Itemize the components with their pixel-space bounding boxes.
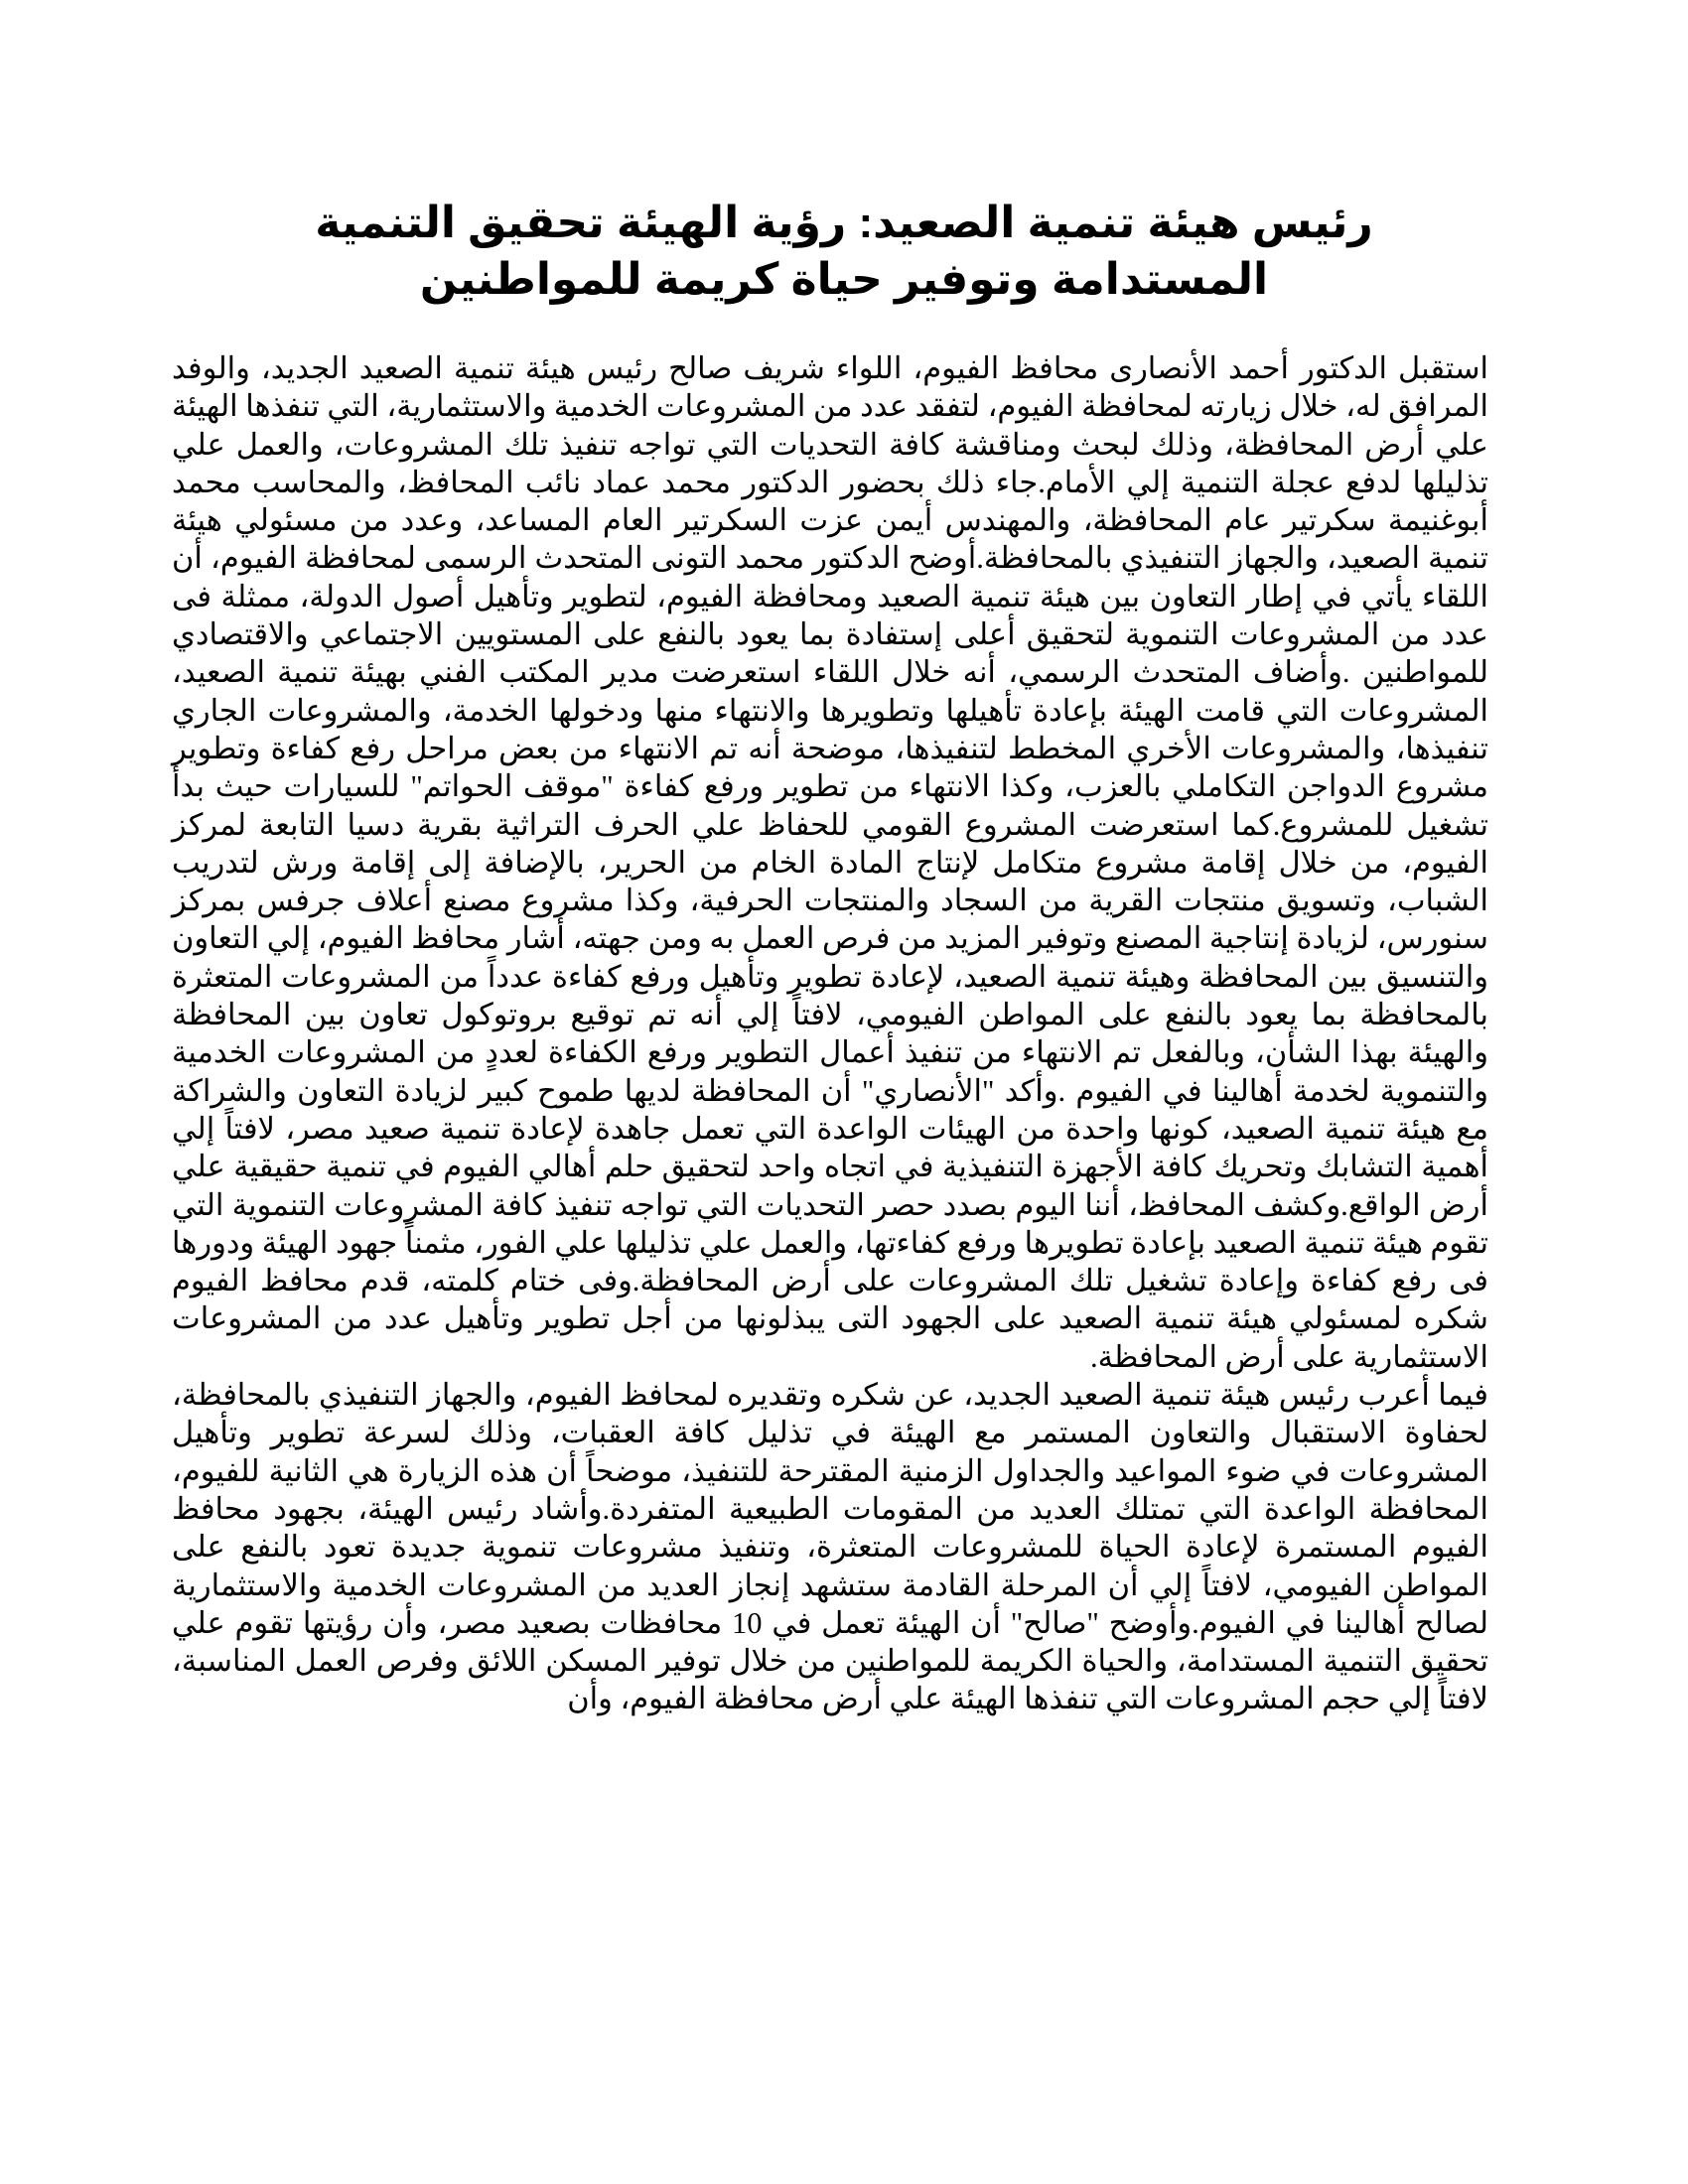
article-title: رئيس هيئة تنمية الصعيد: رؤية الهيئة تحقيق التنمية المستدامة وتوفير حياة كريمة للمواطنين (315, 199, 1373, 304)
article-paragraph-2: فيما أعرب رئيس هيئة تنمية الصعيد الجديد، عن شكره وتقديره لمحافظ الفيوم، والجهاز التنفيذي بالمحافظة، لحفاوة الاستقبال والتعاون المستمر مع الهيئة في تذليل كافة العقبات، وذلك لسرعة تطوير وتأهيل المشروعات في ضوء المواعيد والجداول الزمنية المقترحة للتنفيذ، موضحاً أن هذه الزيارة هي الثانية للفيوم، المحافظة الواعدة التي تمتلك العديد من المقومات الطبيعية المتفردة.وأشاد رئيس الهيئة، بجهود محافظ الفيوم المستمرة لإعادة الحياة للمشروعات المتعثرة، وتنفيذ مشروعات تنموية جديدة تعود بالنفع على المواطن الفيومي، لافتاً إلي أن المرحلة القادمة ستشهد إنجاز العديد من المشروعات الخدمية والاستثمارية لصالح أهالينا في الفيوم.وأوضح "صالح" أن الهيئة تعمل في 10 محافظات بصعيد مصر، وأن رؤيتها تقوم علي تحقيق التنمية المستدامة، والحياة الكريمة للمواطنين من خلال توفير المسكن اللائق وفرص العمل المناسبة، لافتاً إلي حجم المشروعات التي تنفذها الهيئة علي أرض محافظة الفيوم، وأن (172, 1378, 1489, 1716)
article-body (172, 349, 1488, 1718)
article-paragraph-1: استقبل الدكتور أحمد الأنصارى محافظ الفيوم، اللواء شريف صالح رئيس هيئة تنمية الصعيد الجديد، والوفد المرافق له، خلال زيارته لمحافظة الفيوم، لتفقد عدد من المشروعات الخدمية والاستثمارية، التي تنفذها الهيئة علي أرض المحافظة، وذلك لبحث ومناقشة كافة التحديات التي تواجه تنفيذ تلك المشروعات، والعمل علي تذليلها لدفع عجلة التنمية إلي الأمام.جاء ذلك بحضور الدكتور محمد عماد نائب المحافظ، والمحاسب محمد أبوغنيمة سكرتير عام المحافظة، والمهندس أيمن عزت السكرتير العام المساعد، وعدد من مسئولي هيئة تنمية الصعيد، والجهاز التنفيذي بالمحافظة.أوضح الدكتور محمد التونى المتحدث الرسمى لمحافظة الفيوم، أن اللقاء يأتي في إطار التعاون بين هيئة تنمية الصعيد ومحافظة الفيوم، لتطوير وتأهيل أصول الدولة، ممثلة فى عدد من المشروعات التنموية لتحقيق أعلى إستفادة بما يعود بالنفع على المستويين الاجتماعي والاقتصادي للمواطنين .وأضاف المتحدث الرسمي، أنه خلال اللقاء استعرضت مدير المكتب الفني بهيئة تنمية الصعيد، المشروعات التي قامت الهيئة بإعادة تأهيلها وتطويرها والانتهاء منها ودخولها الخدمة، والمشروعات الجاري تنفيذها، والمشروعات الأخري المخطط لتنفيذها، موضحة أنه تم الانتهاء من بعض مراحل رفع كفاءة وتطوير مشروع الدواجن التكاملي بالعزب، وكذا الانتهاء من تطوير ورفع كفاءة "موقف الحواتم" للسيارات حيث بدأ تشغيل للمشروع.كما استعرضت المشروع القومي للحفاظ علي الحرف التراثية بقرية دسيا التابعة لمركز الفيوم، من خلال إقامة مشروع متكامل لإنتاج المادة الخام من الحرير، بالإضافة إلى إقامة ورش لتدريب الشباب، وتسويق منتجات القرية من السجاد والمنتجات الحرفية، وكذا مشروع مصنع أعلاف جرفس بمركز سنورس، لزيادة إنتاجية المصنع وتوفير المزيد من فرص العمل به ومن جهته، أشار محافظ الفيوم، إلي التعاون والتنسيق بين المحافظة وهيئة تنمية الصعيد، لإعادة تطوير وتأهيل ورفع كفاءة عدداً من المشروعات المتعثرة بالمحافظة بما يعود بالنفع على المواطن الفيومي، لافتاً إلي أنه تم توقيع بروتوكول تعاون بين المحافظة والهيئة بهذا الشأن، وبالفعل تم الانتهاء من تنفيذ أعمال التطوير ورفع الكفاءة لعددٍ من المشروعات الخدمية والتنموية لخدمة أهالينا في الفيوم .وأكد "الأنصاري" أن المحافظة لديها طموح كبير لزيادة التعاون والشراكة مع هيئة تنمية الصعيد، كونها واحدة من الهيئات الواعدة التي تعمل جاهدة لإعادة تنمية صعيد مصر، لافتاً إلي أهمية التشابك وتحريك كافة الأجهزة التنفيذية في اتجاه واحد لتحقيق حلم أهالي الفيوم في تنمية حقيقية علي أرض الواقع.وكشف المحافظ، أننا اليوم بصدد حصر التحديات التي تواجه تنفيذ كافة المشروعات التنموية التي تقوم هيئة تنمية الصعيد بإعادة تطويرها ورفع كفاءتها، والعمل علي تذليلها علي الفور، مثمناً جهود الهيئة ودورها فى رفع كفاءة وإعادة تشغيل تلك المشروعات على أرض المحافظة.وفى ختام كلمته، قدم محافظ الفيوم شكره لمسئولي هيئة تنمية الصعيد على الجهود التى يبذلونها من أجل تطوير وتأهيل عدد من المشروعات الاستثمارية على أرض المحافظة. (172, 351, 1488, 1374)
